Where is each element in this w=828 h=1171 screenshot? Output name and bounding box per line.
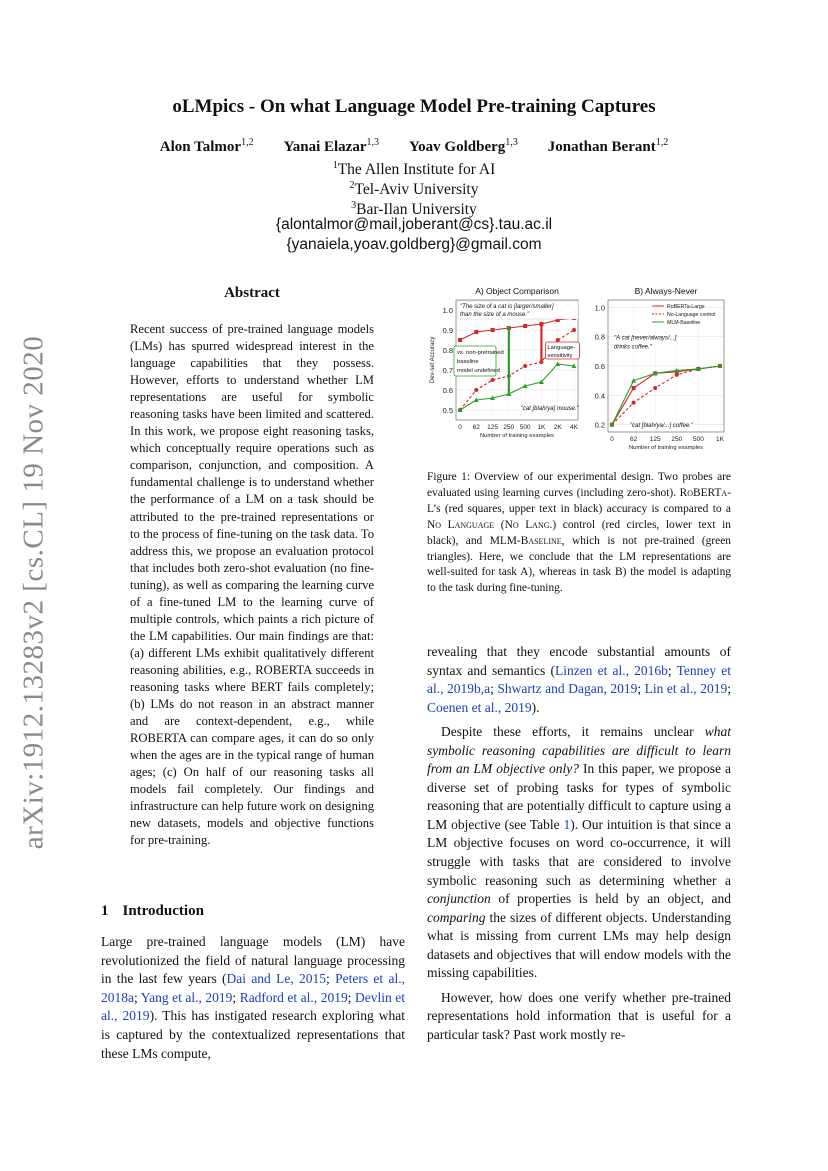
intro-paragraph: Large pre-trained language models (LM) have revolutionized the field of natural language processing in the last few years (Dai and Le, 2015; Peters et al., 2018a; Yang et al., 2019; Radford et al., 2019; Devlin et al., 2019). This has instigated research exploring what is captured by the contextualized representations that these LMs compute, (101, 934, 405, 1061)
y-tick-label: 0.5 (442, 406, 453, 415)
data-point-circle (474, 388, 478, 392)
x-axis-label: Number of training examples (479, 433, 555, 439)
annotation-text: "A cat [never/always/...] (614, 335, 677, 342)
email: {alontalmor@mail,joberant@cs}.tau.ac.il (275, 216, 553, 233)
y-tick-label: 0.9 (442, 326, 453, 335)
annotation-text: vs. non-pretrained (457, 350, 504, 356)
x-tick-label: 500 (692, 436, 704, 443)
figure-caption: Figure 1: Overview of our experimental design. Two probes are evaluated using learning curves (including zero-shot). RoBERTa-L’s (red squares, upper text in black) accuracy is compared to a No Language (No Lang.) control (red circles, lower text in black), and MLM-Baseline, which is not pre-trained (green triangles). Here, we conclude that the LM representations are well-suited for task A), whereas in task B) the model is adapting to the task during fine-tuning. (427, 471, 731, 595)
data-point-square (474, 330, 478, 334)
data-point-circle (675, 373, 679, 377)
y-tick-label: 0.7 (442, 366, 453, 375)
data-point-circle (632, 401, 636, 405)
annotation-text: drinks coffee." (614, 344, 652, 351)
author-list (0, 137, 828, 156)
citation-link[interactable]: Yang et al., 2019 (140, 989, 233, 1005)
data-point-square (632, 386, 636, 390)
author: Alon Talmor$^{1,2}$ (159, 137, 254, 155)
citation-link[interactable]: Radford et al., 2019 (239, 989, 348, 1005)
x-tick-label: 2K (553, 424, 562, 431)
affiliation: $^3$Bar-Ilan University (351, 200, 477, 219)
data-point-square (523, 324, 527, 328)
data-point-circle (556, 338, 560, 342)
figure-1-charts (420, 280, 740, 460)
citation-link[interactable]: Dai and Le, 2015 (226, 971, 327, 987)
legend-label: RoBERTa-Large (667, 304, 705, 310)
author: Yanai Elazar$^{1,3}$ (283, 137, 379, 155)
y-tick-label: 0.8 (594, 332, 605, 342)
x-tick-label: 125 (649, 436, 661, 443)
data-point-circle (572, 328, 576, 332)
affiliation: $^2$Tel-Aviv University (349, 180, 479, 199)
x-axis-label: Number of training examples (628, 445, 704, 451)
annotation-text: model undefined (457, 368, 500, 374)
data-point-square (458, 338, 462, 342)
annotation-text: sensitivity (547, 353, 573, 359)
data-point-circle (653, 386, 657, 390)
citation-link[interactable]: Coenen et al., 2019 (427, 699, 532, 715)
annotation-text: "cat [blah/ya] mouse." (520, 406, 579, 412)
abstract-text: Recent success of pre-trained language models (LMs) has spurred widespread interest in the language capabilities that they possess. However, efforts to understand whether LM representations are useful for symbolic reasoning tasks have been limited and scattered. In this work, we propose eight reasoning tasks, which conceptually require operations such as comparison, conjunction, and composition. A fundamental challenge is to understand whether the performance of a LM on a task should be attributed to the pre-trained representations or to the process of fine-tuning on the task data. To address this, we propose an evaluation protocol that includes both zero-shot evaluation (no fine-tuning), as well as comparing the learning curve of a fine-tuned LM to the learning curve of multiple controls, which paints a rich picture of the LM capabilities. Our main findings are that: (a) different LMs exhibit qualitatively different reasoning abilities, e.g., ROBERTA succeeds in reasoning tasks where BERT fails completely; (b) LMs do not reason in an abstract manner and are context-dependent, e.g., while ROBERTA can compare ages, it can do so only when the ages are in the typical range of human ages; (c) On half of our reasoning tasks all models fail completely. Our findings and infrastructure can help future work on designing new datasets, models and objective functions for pre-training. (130, 322, 374, 848)
legend-label: MLM-Baseline (667, 320, 701, 326)
paragraph: Despite these efforts, it remains unclear what symbolic reasoning capabilities are difficult to learn from an LM objective only? In this paper, we propose a diverse set of probing tasks for types of symbolic reasoning that are potentially difficult to capture using a LM objective (see Table 1). Our intuition is that since a LM objective focuses on word co-occurrence, it will struggle with tasks that are considered to involve symbolic reasoning such as determining whether a conjunction of properties is held by an object, and comparing the sizes of different objects. Understanding what is missing from current LMs may help design datasets and objectives that will endow models with the missing capabilities. (427, 724, 731, 981)
y-tick-label: 0.6 (442, 386, 453, 395)
author: Jonathan Berant$^{1,2}$ (547, 137, 669, 155)
data-point-circle (523, 364, 527, 368)
author: Yoav Goldberg$^{1,3}$ (409, 137, 518, 155)
x-tick-label: 125 (487, 424, 499, 431)
x-tick-label: 0 (458, 424, 462, 431)
y-tick-label: 1.0 (594, 303, 605, 313)
x-tick-label: 0 (610, 436, 614, 443)
citation-link[interactable]: Devlin et al., 2019 (101, 989, 405, 1024)
legend-label: No-Language control (667, 312, 716, 318)
annotation-text: "The size of a cat is [larger/smaller] (460, 304, 554, 310)
x-tick-label: 1K (716, 436, 724, 443)
x-tick-label: 1K (537, 424, 546, 431)
citation-link[interactable]: Lin et al., 2019 (644, 681, 728, 697)
x-tick-label: 500 (519, 424, 531, 431)
arxiv-stamp: arXiv:1912.13283v2 [cs.CL] 19 Nov 2020 (17, 335, 50, 849)
x-tick-label: 62 (629, 436, 638, 443)
annotation-text: than the size of a mouse." (460, 312, 530, 318)
paper-title: oLMpics - On what Language Model Pre-training Captures (172, 96, 656, 117)
x-tick-label: 250 (671, 436, 683, 443)
paragraph: However, how does one verify whether pre-trained representations hold information that is useful for a particular task? Past work mostly re- (427, 989, 731, 1042)
y-tick-label: 0.8 (442, 346, 453, 355)
chart-title: B) Always-Never (634, 286, 698, 296)
citation-link[interactable]: Peters et al., 2018a (101, 971, 405, 1005)
y-axis-label: Dev-set Accuracy (430, 336, 436, 384)
data-point-circle (491, 378, 495, 382)
y-tick-label: 0.2 (594, 420, 605, 430)
right-column (427, 643, 731, 1044)
annotation-text: "cat [blah/ya/...] coffee." (630, 423, 693, 429)
data-point-square (491, 328, 495, 332)
y-tick-label: 1.0 (442, 306, 453, 315)
email: {yanaiela,yoav.goldberg}@gmail.com (286, 236, 542, 253)
citation-link[interactable]: Shwartz and Dagan, 2019 (497, 681, 638, 697)
y-tick-label: 0.4 (594, 391, 605, 401)
table-ref-link[interactable]: 1 (563, 816, 571, 832)
figure-1 (420, 280, 740, 460)
x-tick-label: 4K (570, 424, 578, 431)
affiliation: $^1$The Allen Institute for AI (332, 160, 496, 179)
y-tick-label: 0.6 (594, 362, 605, 371)
section-heading: 1 Introduction (101, 903, 204, 919)
x-tick-label: 250 (503, 424, 515, 431)
x-tick-label: 62 (472, 424, 480, 431)
annotation-text: Language- (547, 345, 576, 351)
citation-link[interactable]: Linzen et al., 2016b (554, 662, 668, 678)
chart-title: A) Object Comparison (475, 286, 559, 296)
annotation-text: baseline (457, 359, 479, 365)
paragraph: revealing that they encode substantial amounts of syntax and semantics (Linzen et al., 2016b; Tenney et al., 2019b,a; Shwartz and Dagan, 2019; Lin et al., 2019; Coenen et al., 2019). (427, 644, 731, 715)
citation-link[interactable]: Tenney et al., 2019b,a (427, 662, 731, 697)
abstract-heading: Abstract (224, 285, 280, 301)
